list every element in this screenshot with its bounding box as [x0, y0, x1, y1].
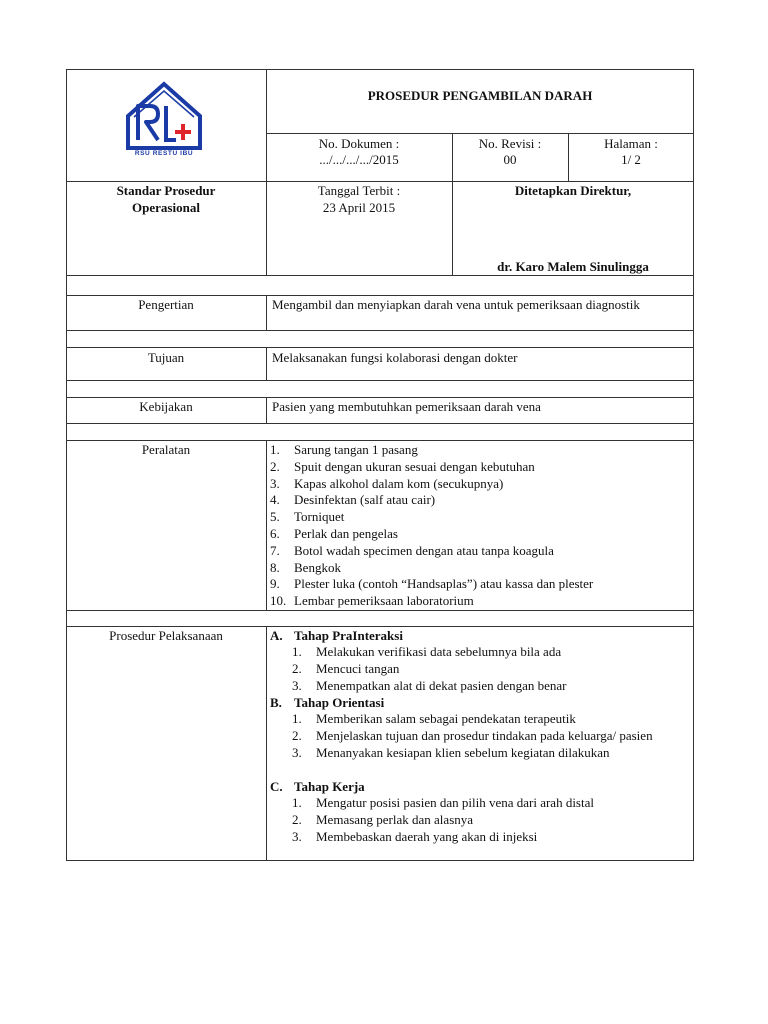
pengertian-text: Mengambil dan menyiapkan darah vena untuk pemeriksaan diagnostik	[272, 297, 640, 312]
list-item-number: 9.	[270, 576, 280, 592]
list-item-text: Sarung tangan 1 pasang	[294, 442, 418, 457]
tujuan-label: Tujuan	[147, 350, 185, 365]
list-item-number: 3.	[292, 677, 302, 693]
list-item	[292, 678, 688, 695]
tahap-a-title: Tahap PraInteraksi	[294, 628, 403, 643]
list-item-text: Bengkok	[294, 559, 341, 575]
list-item-text: Plester luka (contoh “Handsaplas”) atau kassa dan plester	[294, 576, 594, 592]
divider	[66, 295, 694, 296]
list-item-number: 2.	[292, 660, 302, 676]
list-item-text: Memasang perlak dan alasnya	[316, 811, 474, 827]
tahap-c-letter: C.	[270, 779, 283, 794]
divider	[266, 133, 694, 134]
list-item-text: Desinfektan (salf atau cair)	[294, 492, 436, 508]
list-item-text: Menempatkan alat di dekat pasien dengan benar	[316, 677, 567, 693]
tahap-a-heading	[270, 627, 403, 644]
list-item-number: 7.	[270, 542, 280, 558]
divider	[66, 347, 694, 348]
list-item	[292, 644, 688, 661]
hospital-name: RSU RESTU IBU	[134, 150, 194, 157]
list-item-number: 2.	[270, 458, 280, 474]
direktur-name: dr. Karo Malem Sinulingga	[497, 259, 649, 274]
divider	[66, 440, 694, 441]
list-item-text: Kapas alkohol dalam kom (secukupnya)	[294, 475, 504, 491]
list-item	[270, 526, 690, 543]
list-item	[270, 442, 690, 459]
list-item-text: Melakukan verifikasi data sebelumnya bila ada	[316, 644, 562, 659]
tahap-c-list	[292, 795, 688, 845]
tahap-a-letter: A.	[270, 628, 283, 643]
no-dokumen-value: .../.../.../.../2015	[319, 152, 399, 167]
list-item-number: 5.	[270, 509, 280, 525]
spo-label-line1: Standar Prosedur	[116, 183, 216, 198]
list-item-text: Perlak dan pengelas	[294, 525, 398, 541]
list-item-text: Botol wadah specimen dengan atau tanpa koagula	[294, 542, 554, 558]
list-item-number: 1.	[292, 644, 302, 659]
divider	[266, 397, 267, 423]
list-item	[292, 711, 688, 728]
tahap-c-title: Tahap Kerja	[294, 779, 365, 794]
list-item	[270, 459, 690, 476]
list-item	[292, 661, 688, 678]
list-item-number: 3.	[292, 744, 302, 760]
divider	[266, 347, 267, 380]
divider	[266, 440, 267, 610]
list-item-text: Memberikan salam sebagai pendekatan terapeutik	[316, 711, 576, 726]
halaman-value: 1/ 2	[621, 152, 641, 167]
list-item	[270, 543, 690, 560]
pengertian-label: Pengertian	[138, 297, 194, 312]
list-item-number: 2.	[292, 727, 302, 743]
list-item	[270, 476, 690, 493]
list-item-number: 1.	[270, 442, 280, 457]
kebijakan-text: Pasien yang membutuhkan pemeriksaan darah vena	[272, 399, 541, 414]
tanggal-terbit-value: 23 April 2015	[322, 200, 396, 215]
list-item	[292, 795, 688, 812]
list-item-text: Mengatur posisi pasien dan pilih vena dari arah distal	[316, 795, 594, 810]
tujuan-text: Melaksanakan fungsi kolaborasi dengan dokter	[272, 350, 518, 365]
divider	[66, 275, 694, 276]
list-item-number: 1.	[292, 711, 302, 726]
list-item	[270, 560, 690, 577]
list-item-number: 10.	[270, 593, 287, 609]
no-dokumen-label: No. Dokumen :	[318, 136, 400, 151]
list-item-text: Mencuci tangan	[316, 660, 400, 676]
prosedur-label: Prosedur Pelaksanaan	[109, 628, 223, 643]
list-item-text: Lembar pemeriksaan laboratorium	[294, 593, 474, 609]
list-item-text: Torniquet	[294, 509, 345, 525]
peralatan-list	[270, 442, 690, 610]
tahap-b-letter: B.	[270, 695, 282, 710]
list-item-number: 4.	[270, 492, 280, 508]
list-item	[292, 745, 688, 762]
no-revisi-label: No. Revisi :	[478, 136, 542, 151]
spo-label-line2: Operasional	[132, 200, 200, 215]
tahap-a-list	[292, 644, 688, 694]
list-item	[292, 829, 688, 846]
list-item-number: 1.	[292, 795, 302, 810]
kebijakan-label: Kebijakan	[139, 399, 193, 414]
list-item-text: Menjelaskan tujuan dan prosedur tindakan pada keluarga/ pasien	[316, 727, 653, 743]
divider	[66, 380, 694, 381]
list-item	[292, 812, 688, 829]
divider	[66, 423, 694, 424]
halaman-label: Halaman :	[604, 136, 658, 151]
list-item-number: 3.	[292, 828, 302, 844]
list-item-number: 8.	[270, 559, 280, 575]
divider	[66, 330, 694, 331]
tahap-b-title: Tahap Orientasi	[294, 695, 385, 710]
list-item-text: Membebaskan daerah yang akan di injeksi	[316, 828, 538, 844]
divider	[266, 295, 267, 330]
document-title: PROSEDUR PENGAMBILAN DARAH	[367, 88, 593, 103]
list-item-text: Menanyakan kesiapan klien sebelum kegiatan dilakukan	[316, 744, 610, 760]
ditetapkan-label: Ditetapkan Direktur,	[514, 183, 632, 198]
tahap-c-heading	[270, 778, 365, 795]
no-revisi-value: 00	[503, 152, 517, 167]
list-item-number: 3.	[270, 475, 280, 491]
list-item	[292, 728, 688, 745]
list-item-number: 6.	[270, 525, 280, 541]
divider	[266, 626, 267, 861]
tahap-b-heading	[270, 694, 385, 711]
divider	[66, 181, 694, 182]
list-item	[270, 492, 690, 509]
list-item-text: Spuit dengan ukuran sesuai dengan kebutuhan	[294, 458, 535, 474]
peralatan-label: Peralatan	[141, 442, 191, 457]
list-item-number: 2.	[292, 811, 302, 827]
tanggal-terbit-label: Tanggal Terbit :	[317, 183, 401, 198]
tahap-b-list	[292, 711, 688, 761]
divider	[66, 610, 694, 611]
list-item	[270, 509, 690, 526]
list-item	[270, 593, 690, 610]
divider	[66, 397, 694, 398]
list-item	[270, 576, 690, 593]
